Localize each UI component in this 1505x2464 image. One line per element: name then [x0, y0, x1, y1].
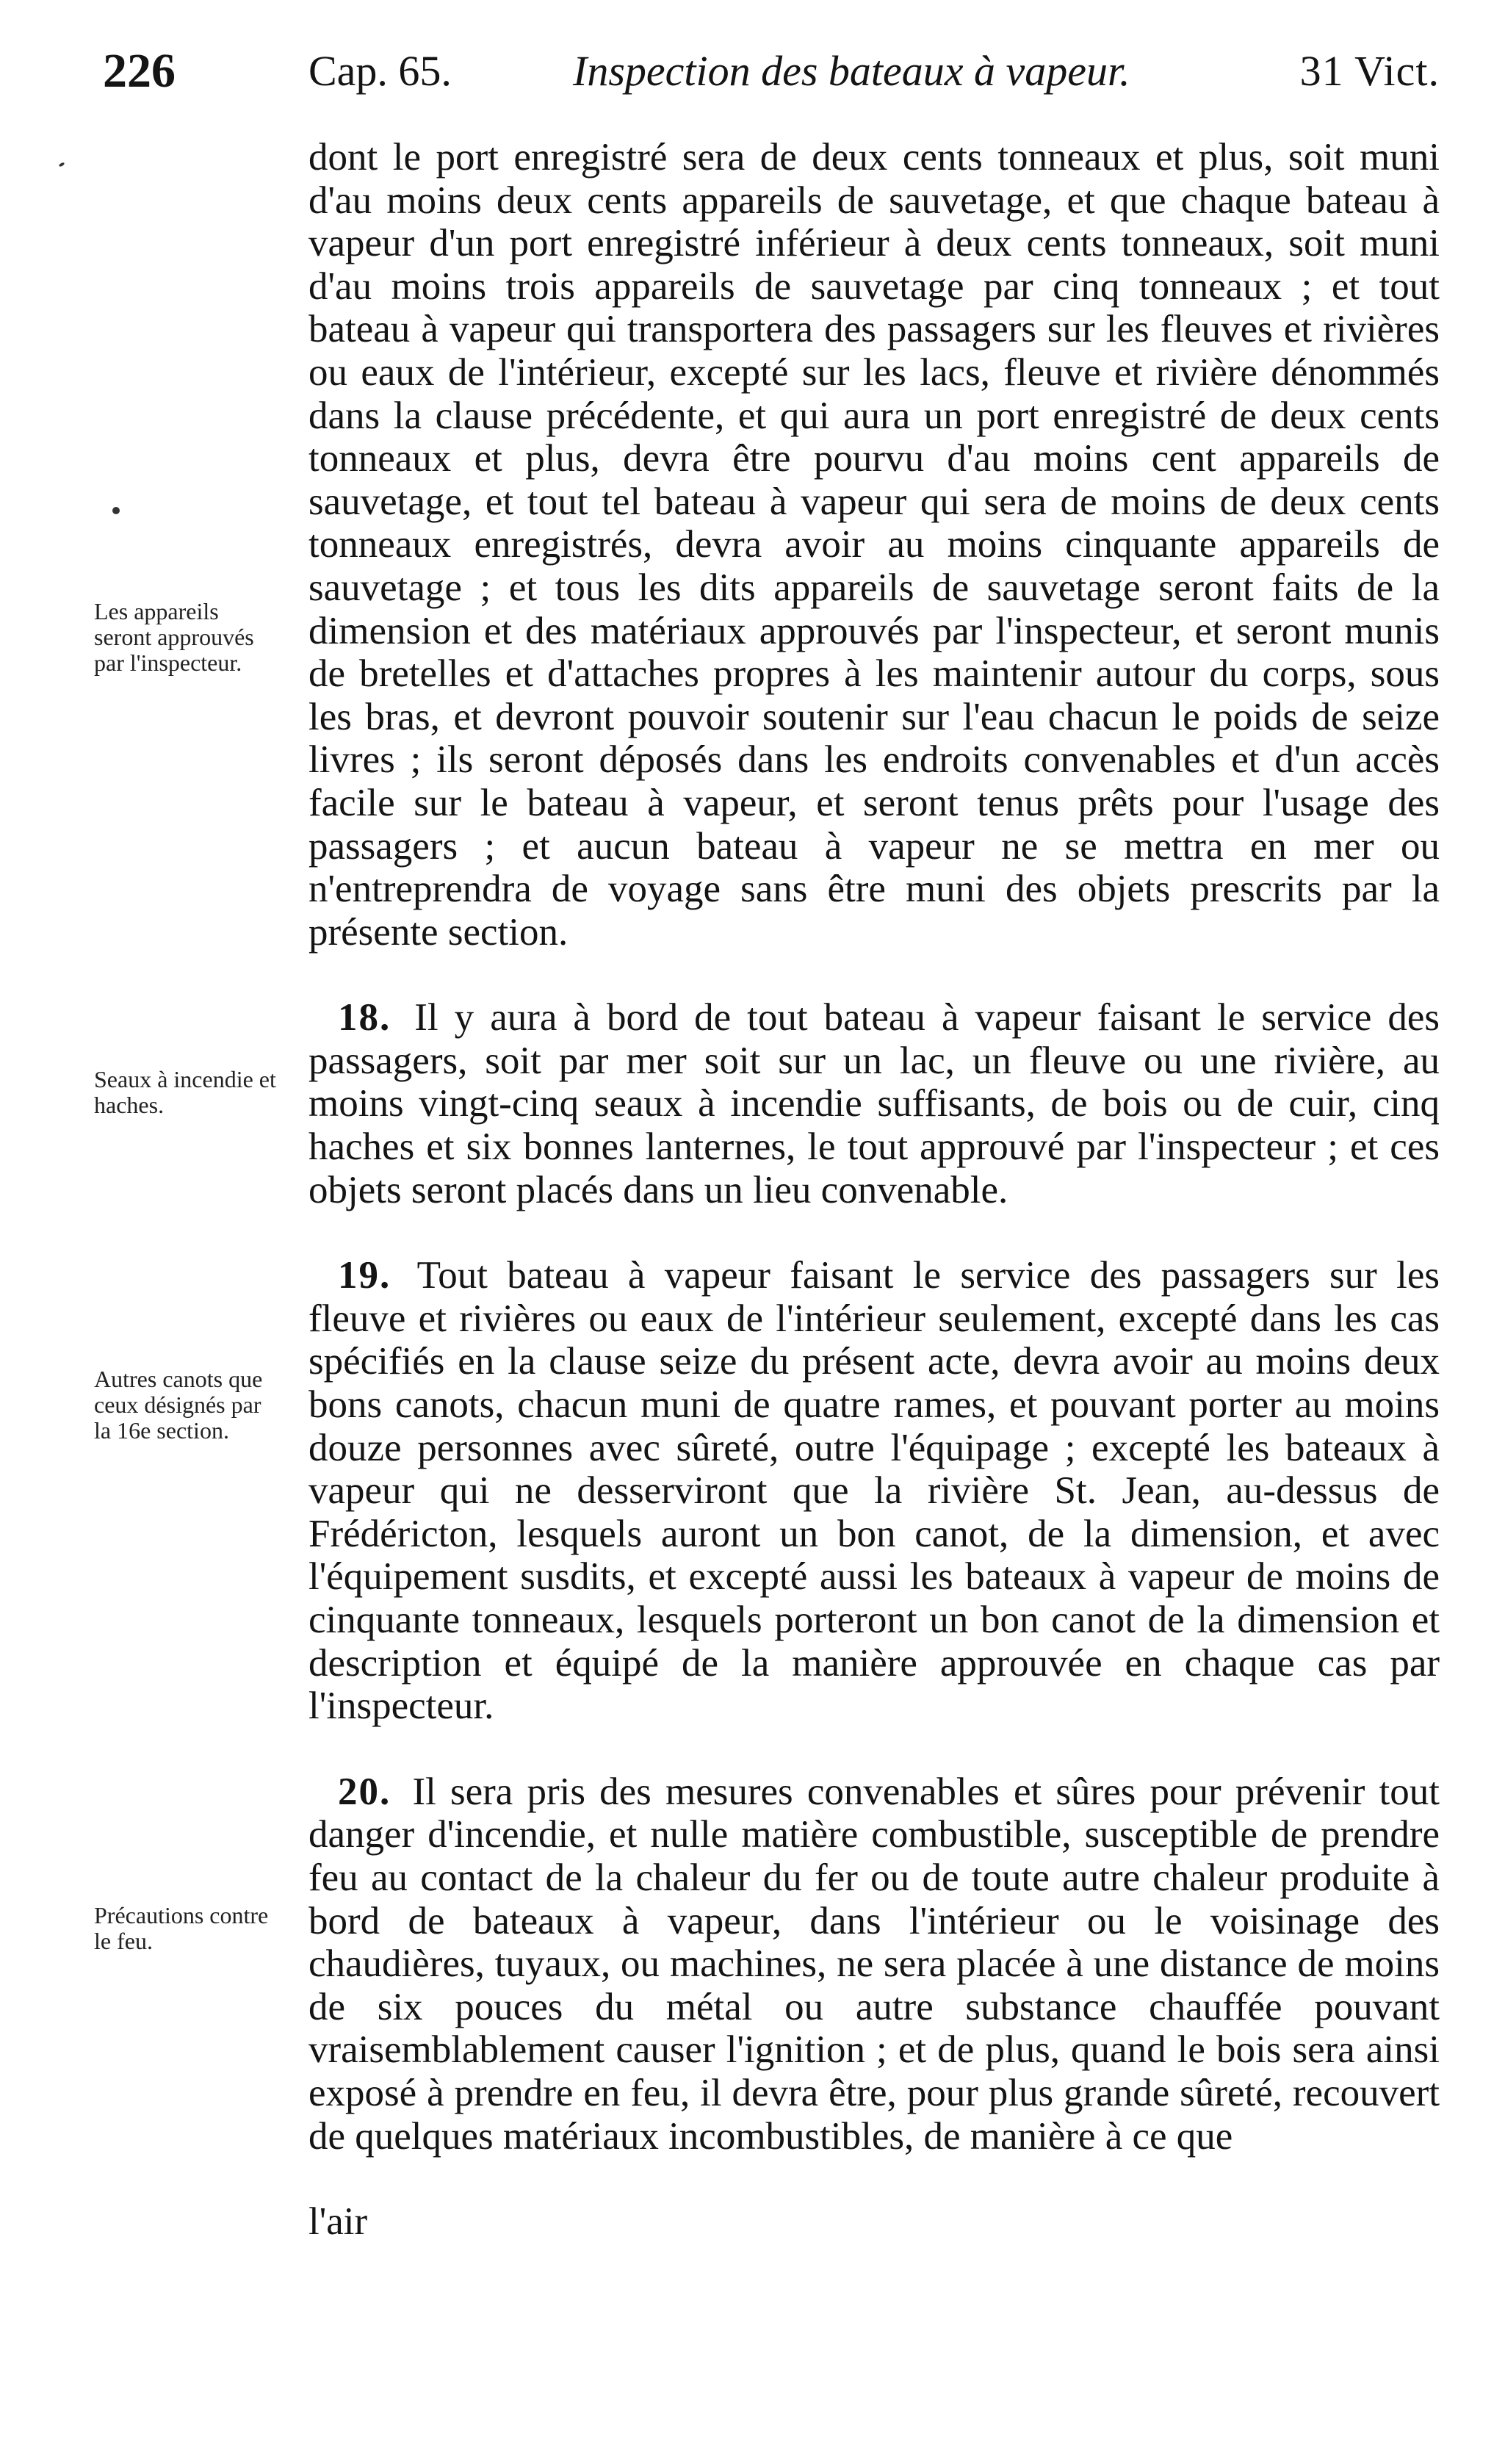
regnal-year: 31 Vict.	[1299, 47, 1440, 95]
section-20	[308, 1770, 1440, 2158]
margin-note-precautions: Précautions contre le feu.	[94, 1902, 269, 1954]
section-19	[308, 1254, 1440, 1728]
chapter-label: Cap. 65.	[308, 47, 452, 95]
section-number: 19.	[338, 1254, 391, 1297]
margin-note-seaux: Seaux à incendie et haches.	[94, 1066, 276, 1118]
margin-note-appareils: Les appareils seront approuvés par l'inspecteur.	[94, 598, 254, 676]
paragraph-continuation	[308, 136, 1440, 954]
margin-note-canots: Autres canots que ceux désignés par la 16e section.	[94, 1366, 263, 1444]
running-header	[88, 46, 1440, 104]
paragraph-text: Il sera pris des mesures convenables et sûres pour prévenir tout danger d'incendie, et nulle matière combustible, susceptible de prendre feu au contact de la chaleur du fer ou de toute autre chaleur produite à bord de bateaux à vapeur, dans l'intérieur ou le voisinage des chaudières, tuyaux, ou machines, ne sera placée à une distance de moins de six pouces du métal ou autre substance chauffée pouvant vraisemblablement causer l'ignition ; et de plus, quand le bois sera ainsi exposé à prendre en feu, il devra être, pour plus grande sûreté, recouvert de quelques matériaux incombustibles, de manière à ce que	[308, 1770, 1440, 2158]
catchword: l'air	[308, 2200, 368, 2244]
page-number: 226	[103, 44, 176, 98]
paragraph-text: Tout bateau à vapeur faisant le service des passagers sur les fleuve et rivières ou eaux de l'intérieur seulement, excepté dans les cas spécifiés en la clause seize du présent acte, devra avoir au moins deux bons canots, chacun muni de quatre rames, et pouvant porter au moins douze personnes avec sûreté, outre l'équipage ; excepté les bateaux à vapeur qui ne desserviront que la rivière St. Jean, au-dessus de Frédéricton, lesquels auront un bon canot, de la dimension, et avec l'équipement susdits, et excepté aussi les bateaux à vapeur de moins de cinquante tonneaux, lesquels porteront un bon canot de la dimension et description et équipé de la manière approuvée en chaque cas par l'inspecteur.	[308, 1254, 1440, 1728]
paragraph-text: Il y aura à bord de tout bateau à vapeur faisant le service des passagers, soit par mer soit sur un lac, un fleuve ou une rivière, au moins vingt-cinq seaux à incendie suffisants, de bois ou de cuir, cinq haches et six bonnes lanternes, le tout approuvé par l'inspecteur ; et ces objets seront placés dans un lieu convenable.	[308, 996, 1440, 1211]
body-text	[308, 136, 1440, 2244]
section-number: 20.	[338, 1770, 391, 1813]
section-18	[308, 996, 1440, 1211]
section-number: 18.	[338, 996, 391, 1040]
ink-speck	[59, 162, 65, 167]
running-title: Inspection des bateaux à vapeur.	[573, 47, 1130, 95]
ink-speck	[112, 507, 120, 514]
paragraph-text: dont le port enregistré sera de deux cents tonneaux et plus, soit muni d'au moins deux cents appareils de sauvetage, et que chaque bateau à vapeur d'un port enregistré inférieur à deux cents tonneaux, soit muni d'au moins trois appareils de sauvetage par cinq tonneaux ; et tout bateau à vapeur qui transportera des passagers sur les fleuves et rivières ou eaux de l'intérieur, excepté sur les lacs, fleuve et rivière dénommés dans la clause précédente, et qui aura un port enregistré de deux cents tonneaux et plus, devra être pourvu d'au moins cent appareils de sauvetage, et tout tel bateau à vapeur qui sera de moins de deux cents tonneaux enregistrés, devra avoir au moins cinquante appareils de sauvetage ; et tous les dits appareils de sauvetage seront faits de la dimension et des matériaux approuvés par l'inspecteur, et seront munis de bretelles et d'attaches propres à les maintenir autour du corps, sous les bras, et devront pouvoir soutenir sur l'eau chacun le poids de seize livres ; ils seront déposés dans les endroits convenables et d'un accès facile sur le bateau à vapeur, et seront tenus prêts pour l'usage des passagers ; et aucun bateau à vapeur ne se mettra en mer ou n'entreprendra de voyage sans être muni des objets prescrits par la présente section.	[308, 136, 1440, 954]
